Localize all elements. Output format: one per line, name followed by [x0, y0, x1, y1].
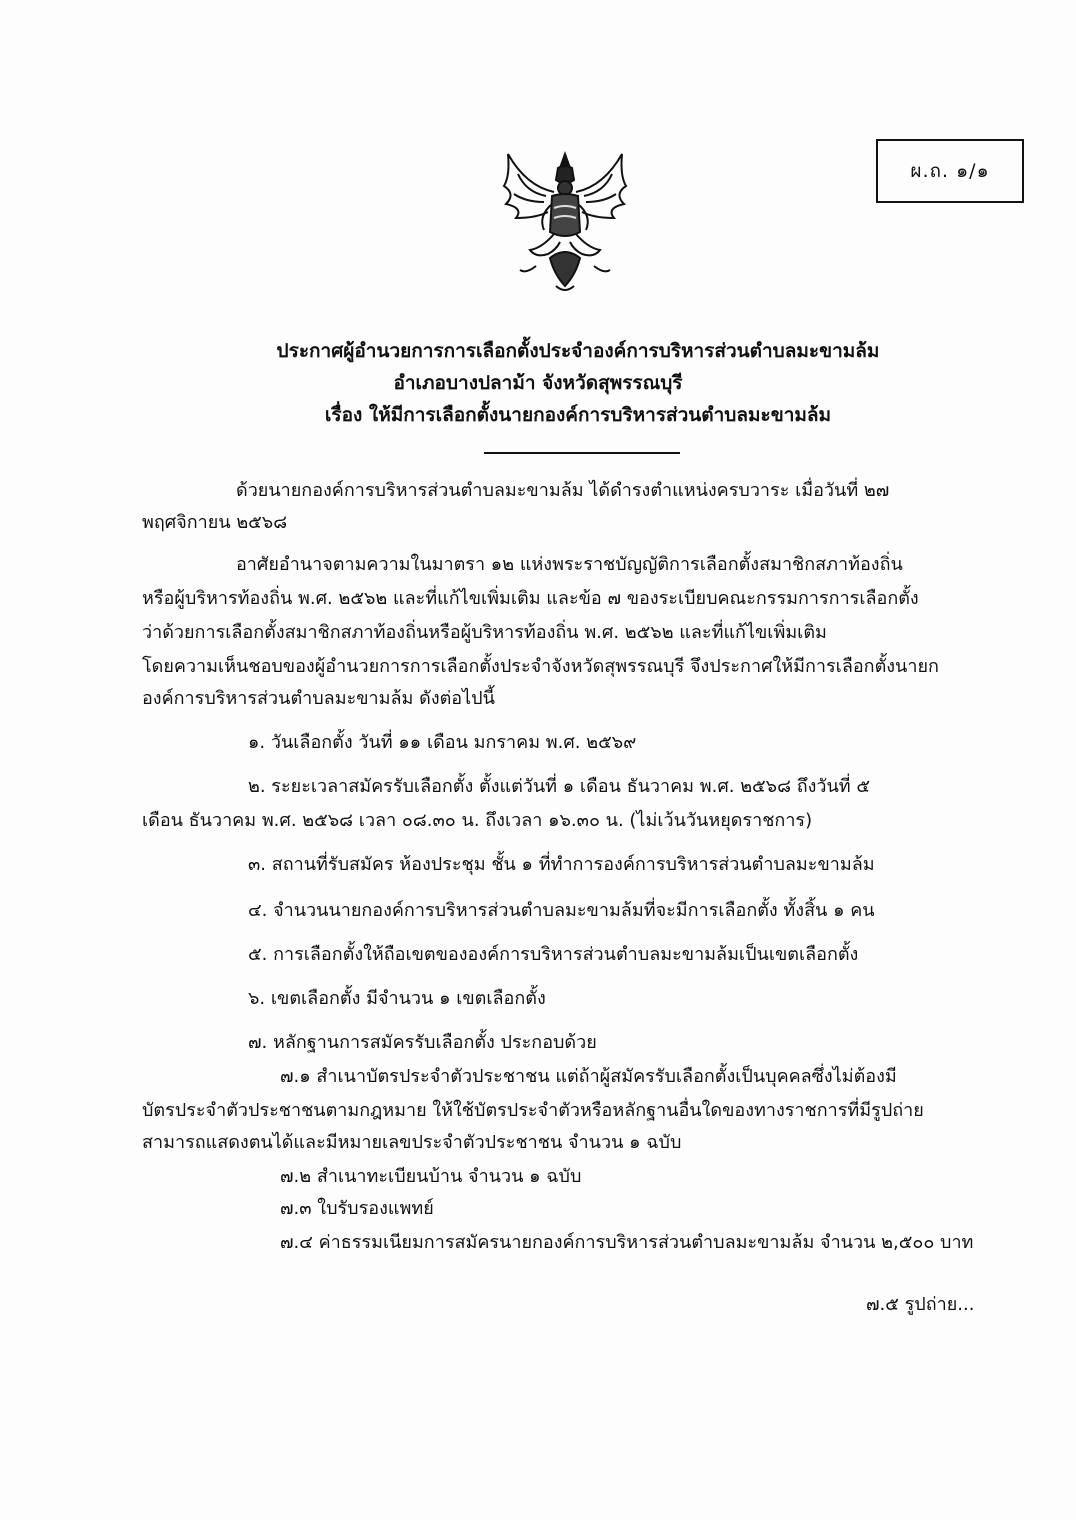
paragraph-2-line: ว่าด้วยการเลือกตั้งสมาชิกสภาท้องถิ่นหรือผู้บริหารท้องถิ่น พ.ศ. ๒๕๖๒ และที่แก้ไขเพิ่มเติม — [142, 622, 827, 643]
list-item: ๒. ระยะเวลาสมัครรับเลือกตั้ง ตั้งแต่วันที่ ๑ เดือน ธันวาคม พ.ศ. ๒๕๖๘ ถึงวันที่ ๕ — [248, 776, 871, 797]
paragraph-2-line: หรือผู้บริหารท้องถิ่น พ.ศ. ๒๕๖๒ และที่แก้ไขเพิ่มเติม และข้อ ๗ ของระเบียบคณะกรรมการการเลือกตั้ง — [142, 588, 919, 609]
paragraph-1-line: ด้วยนายกองค์การบริหารส่วนตำบลมะขามล้ม ได้ดำรงตำแหน่งครบวาระ เมื่อวันที่ ๒๗ — [236, 480, 890, 501]
list-item: ๑. วันเลือกตั้ง วันที่ ๑๑ เดือน มกราคม พ.ศ. ๒๕๖๙ — [248, 732, 637, 753]
announcement-district: อำเภอบางปลาม้า จังหวัดสุพรรณบุรี — [393, 372, 683, 394]
list-item: ๓. สถานที่รับสมัคร ห้องประชุม ชั้น ๑ ที่ทำการองค์การบริหารส่วนตำบลมะขามล้ม — [248, 854, 875, 875]
sub-list-item: ๗.๒ สำเนาทะเบียนบ้าน จำนวน ๑ ฉบับ — [280, 1166, 582, 1187]
sub-list-item: สามารถแสดงตนได้และมีหมายเลขประจำตัวประชาชน จำนวน ๑ ฉบับ — [142, 1132, 682, 1153]
paragraph-2-line: อาศัยอำนาจตามความในมาตรา ๑๒ แห่งพระราชบัญญัติการเลือกตั้งสมาชิกสภาท้องถิ่น — [236, 554, 903, 575]
title-divider — [484, 452, 680, 454]
continuation-marker: ๗.๕ รูปถ่าย... — [866, 1294, 975, 1315]
list-item: ๕. การเลือกตั้งให้ถือเขตขององค์การบริหารส่วนตำบลมะขามล้มเป็นเขตเลือกตั้ง — [248, 944, 859, 965]
sub-list-item: ๗.๑ สำเนาบัตรประจำตัวประชาชน แต่ถ้าผู้สมัครรับเลือกตั้งเป็นบุคคลซึ่งไม่ต้องมี — [280, 1066, 897, 1087]
form-code-box — [876, 139, 1024, 203]
form-code: ผ.ถ. ๑/๑ — [910, 160, 990, 182]
sub-list-item: ๗.๓ ใบรับรองแพทย์ — [280, 1198, 434, 1219]
announcement-title: ประกาศผู้อำนวยการการเลือกตั้งประจำองค์การบริหารส่วนตำบลมะขามล้ม — [276, 340, 880, 362]
list-item: เดือน ธันวาคม พ.ศ. ๒๕๖๘ เวลา ๐๘.๓๐ น. ถึงเวลา ๑๖.๓๐ น. (ไม่เว้นวันหยุดราชการ) — [142, 810, 813, 831]
sub-list-item: ๗.๔ ค่าธรรมเนียมการสมัครนายกองค์การบริหารส่วนตำบลมะขามล้ม จำนวน ๒,๕๐๐ บาท — [280, 1232, 974, 1253]
sub-list-item: บัตรประจำตัวประชาชนตามกฎหมาย ให้ใช้บัตรประจำตัวหรือหลักฐานอื่นใดของทางราชการที่มีรูปถ่าย — [142, 1100, 924, 1121]
garuda-emblem-icon — [496, 146, 634, 296]
paragraph-2-line: โดยความเห็นชอบของผู้อำนวยการการเลือกตั้งประจำจังหวัดสุพรรณบุรี จึงประกาศให้มีการเลือกตั้งนายก — [142, 656, 939, 677]
list-item: ๔. จำนวนนายกองค์การบริหารส่วนตำบลมะขามล้มที่จะมีการเลือกตั้ง ทั้งสิ้น ๑ คน — [248, 900, 875, 921]
paragraph-1-line: พฤศจิกายน ๒๕๖๘ — [142, 512, 288, 533]
list-item: ๖. เขตเลือกตั้ง มีจำนวน ๑ เขตเลือกตั้ง — [248, 988, 546, 1009]
announcement-subject: เรื่อง ให้มีการเลือกตั้งนายกองค์การบริหารส่วนตำบลมะขามล้ม — [324, 404, 832, 426]
list-item: ๗. หลักฐานการสมัครรับเลือกตั้ง ประกอบด้วย — [248, 1032, 597, 1053]
paragraph-2-line: องค์การบริหารส่วนตำบลมะขามล้ม ดังต่อไปนี้ — [142, 688, 495, 709]
